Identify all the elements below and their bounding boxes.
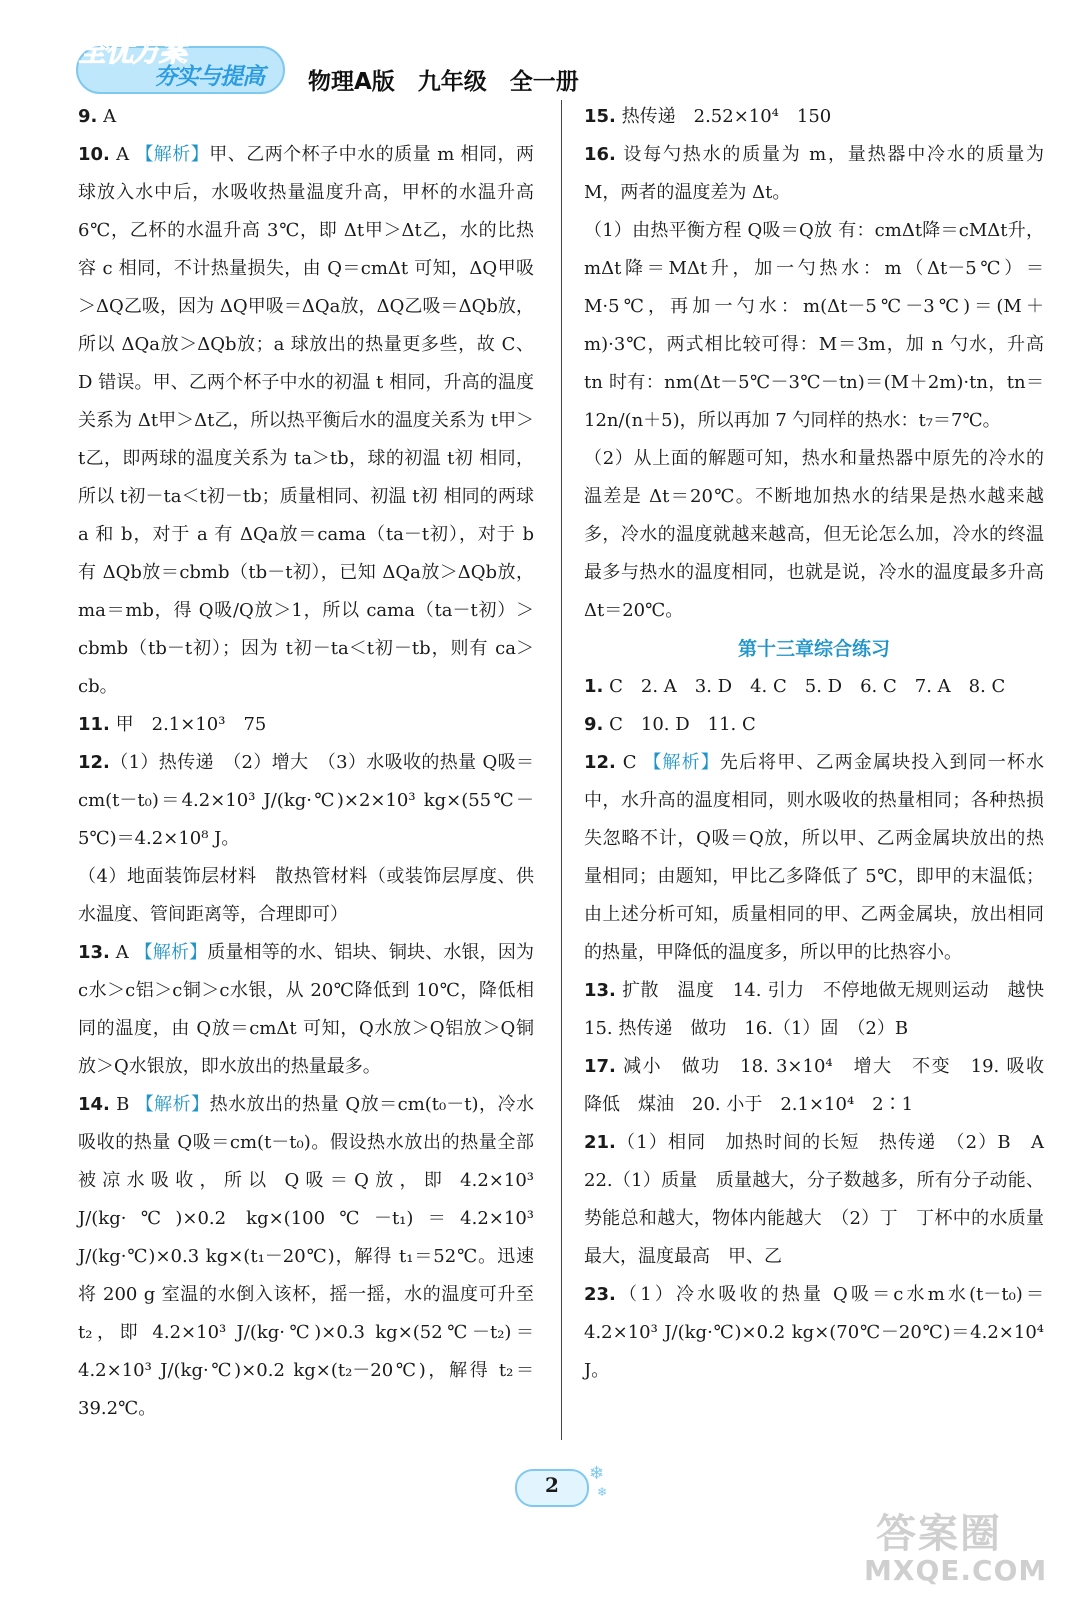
answer-text: A: [109, 942, 135, 963]
question-number: 15.: [584, 106, 616, 127]
question-number: 9.: [584, 714, 604, 735]
right-column: [584, 98, 1062, 1390]
question-number: 14.: [78, 1094, 110, 1115]
answer-item: [584, 440, 1044, 630]
analysis-tag: 【解析】: [643, 752, 720, 773]
answer-item: [584, 212, 1044, 440]
left-column: [78, 98, 534, 1428]
answer-text: （2）从上面的解题可知，热水和量热器中原先的冷水的温差是 Δt＝20℃。不断地加热水的结果是热水越来越多，冷水的温度就越来越高，但无论怎么加，冷水的终温最多与热水的温度相同，也就是说，冷水的温度最多升高 Δt＝20℃。: [584, 448, 1044, 621]
answer-item: [584, 1048, 1062, 1124]
answer-text: A: [109, 144, 136, 165]
analysis-text: 质量相等的水、铝块、铜块、水银，因为 c水＞c铝＞c铜＞c水银，从 20℃降低到 10℃，降低相同的温度，由 Q放＝cmΔt 可知，Q水放＞Q铝放＞Q铜放＞Q水银放，即水放出的热量最多。: [78, 942, 534, 1077]
answer-text: A: [97, 106, 117, 127]
logo-line2: 夯实与提高: [154, 64, 264, 90]
answer-text: C: [603, 676, 641, 697]
answer-item: [78, 744, 534, 858]
answer-item: [584, 668, 1044, 706]
analysis-tag: 【解析】: [135, 1094, 210, 1115]
watermark-line1: 答案圈: [876, 1511, 1002, 1557]
page-number: 2: [545, 1473, 559, 1497]
question-number: 9.: [78, 106, 98, 127]
analysis-text: 热水放出的热量 Q放＝cm(t₀－t)，冷水吸收的热量 Q吸＝cm(t－t₀)。假设热水放出的热量全部被凉水吸收，所以 Q吸＝Q放，即 4.2×10³ J/(kg·℃)×0.2 kg×(100℃－t₁)＝4.2×10³ J/(kg·℃)×0.3 kg×(t₁－20℃)，解得 t₁＝52℃。迅速将 200 g 室温的水倒入该杯，摇一摇，水的温度可升至 t₂，即 4.2×10³ J/(kg·℃)×0.3 kg×(52℃－t₂)＝4.2×10³ J/(kg·℃)×0.2 kg×(t₂－20℃)，解得 t₂＝39.2℃。: [78, 1094, 535, 1419]
question-number: 17.: [584, 1056, 616, 1077]
answer-item: [78, 98, 534, 136]
page-number-badge: [505, 1463, 615, 1513]
book-title: 物理A版 九年级 全一册: [308, 69, 579, 95]
analysis-tag: 【解析】: [134, 942, 208, 963]
answer-text: 甲 2.1×10³ 75: [109, 714, 267, 735]
answer-text: B: [109, 1094, 136, 1115]
answer-text: （1）相同 加热时间的长短 热传递 （2）B A 22.（1）质量 质量越大，分子数越多，所有分子动能、势能总和越大，物体内能越大 （2）丁 丁杯中的水质量最大，温度最高 甲、乙: [584, 1132, 1062, 1267]
answer-item: [78, 706, 534, 744]
answer-text: （1）由热平衡方程 Q吸＝Q放 有：cmΔt降＝cMΔt升，mΔt降＝MΔt升，加一勺热水：m（Δt－5℃）＝M·5℃，再加一勺水：m(Δt－5℃－3℃)＝(M＋m)·3℃，两式相比较可得：M＝3m，加 n 勺水，升高 tn 时有：nm(Δt－5℃－3℃－tn)＝(M＋2m)·tn，tn＝12n/(n＋5)，所以再加 7 勺同样的热水：t₇＝7℃。: [584, 220, 1044, 431]
answer-text: （1）热传递 （2）增大 （3）水吸收的热量 Q吸＝cm(t－t₀)＝4.2×10³ J/(kg·℃)×2×10³ kg×(55℃－5℃)＝4.2×10⁸ J。: [78, 752, 534, 849]
answer-item: [584, 972, 1062, 1048]
answer-item: [78, 1086, 534, 1428]
answer-item: [584, 1276, 1044, 1390]
book-logo: [74, 28, 294, 98]
answer-item: [78, 136, 534, 706]
answer-item: [584, 706, 1044, 744]
question-number: 13.: [78, 942, 110, 963]
snowflake-icon: ❄: [597, 1485, 608, 1499]
analysis-tag: 【解析】: [135, 144, 210, 165]
analysis-text: 先后将甲、乙两金属块投入到同一杯水中，水升高的温度相同，则水吸收的热量相同；各种热损失忽略不计，Q吸＝Q放，所以甲、乙两金属块放出的热量相同；由题知，甲比乙多降低了 5℃，即甲的末温低；由上述分析可知，质量相同的甲、乙两金属块，放出相同的热量，甲降低的温度多，所以甲的比热容小。: [584, 752, 1045, 963]
answer-text-extra: 2. A 3. D 4. C 5. D 6. C 7. A 8. C: [640, 676, 1006, 697]
answer-item: [78, 934, 534, 1086]
watermark-line2: MXQE.COM: [864, 1554, 1048, 1587]
answer-text: （4）地面装饰层材料 散热管材料（或装饰层厚度、供水温度、管间距离等，合理即可）: [78, 866, 534, 925]
answer-item: [584, 1124, 1062, 1276]
answer-text: 减小 做功 18. 3×10⁴ 增大 不变 19. 吸收 降低 煤油 20. 小于 2.1×10⁴ 2∶1: [584, 1056, 1062, 1115]
answer-text: C: [615, 752, 644, 773]
question-number: 13.: [584, 980, 616, 1001]
section-title: 第十三章综合练习: [737, 638, 890, 660]
answer-text: C 10. D 11. C: [603, 714, 756, 735]
site-watermark: [864, 1502, 1064, 1592]
answer-text: 扩散 温度 14. 引力 不停地做无规则运动 越快 15. 热传递 做功 16.（1）固 （2）B: [584, 980, 1062, 1039]
answer-item: [584, 744, 1044, 972]
answer-item: [584, 98, 1044, 136]
column-divider: [561, 100, 562, 1440]
question-number: 23.: [584, 1284, 616, 1305]
answer-item: [584, 136, 1044, 212]
question-number: 11.: [78, 714, 110, 735]
answer-text: 设每勺热水的质量为 m，量热器中冷水的质量为 M，两者的温度差为 Δt。: [584, 144, 1044, 203]
question-number: 10.: [78, 144, 110, 165]
question-number: 16.: [584, 144, 616, 165]
question-number: 12.: [78, 752, 110, 773]
logo-line1: 全优方案: [78, 35, 187, 68]
question-number: 21.: [584, 1132, 616, 1153]
page-header: [74, 28, 1034, 98]
answer-item: [78, 858, 534, 934]
analysis-text: 甲、乙两个杯子中水的质量 m 相同，两球放入水中后，水吸收热量温度升高，甲杯的水温升高 6℃，乙杯的水温升高 3℃，即 Δt甲＞Δt乙，水的比热容 c 相同，不计热量损失，由 Q＝cmΔt 可知，ΔQ甲吸＞ΔQ乙吸，因为 ΔQ甲吸＝ΔQa放，ΔQ乙吸＝ΔQb放，所以 ΔQa放＞ΔQb放；a 球放出的热量更多些，故 C、D 错误。甲、乙两个杯子中水的初温 t 相同，升高的温度关系为 Δt甲＞Δt乙，所以热平衡后水的温度关系为 t甲＞t乙，即两球的温度关系为 ta＞tb，球的初温 t初 相同，所以 t初－ta＜t初－tb；质量相同、初温 t初 相同的两球 a 和 b，对于 a 有 ΔQa放＝cama（ta－t初），对于 b 有 ΔQb放＝cbmb（tb－t初），已知 ΔQa放＞ΔQb放，ma＝mb，得 Q吸/Q放＞1，所以 cama（ta－t初）＞cbmb（tb－t初）；因为 t初－ta＜t初－tb，则有 ca＞cb。: [78, 144, 534, 697]
question-number: 12.: [584, 752, 616, 773]
snowflake-icon: ❄: [589, 1463, 605, 1484]
answer-text: 热传递 2.52×10⁴ 150: [615, 106, 832, 127]
question-number: 1.: [584, 676, 604, 697]
answer-text: （1）冷水吸收的热量 Q吸＝c水m水(t－t₀)＝4.2×10³ J/(kg·℃)×0.2 kg×(70℃－20℃)＝4.2×10⁴ J。: [584, 1284, 1044, 1381]
